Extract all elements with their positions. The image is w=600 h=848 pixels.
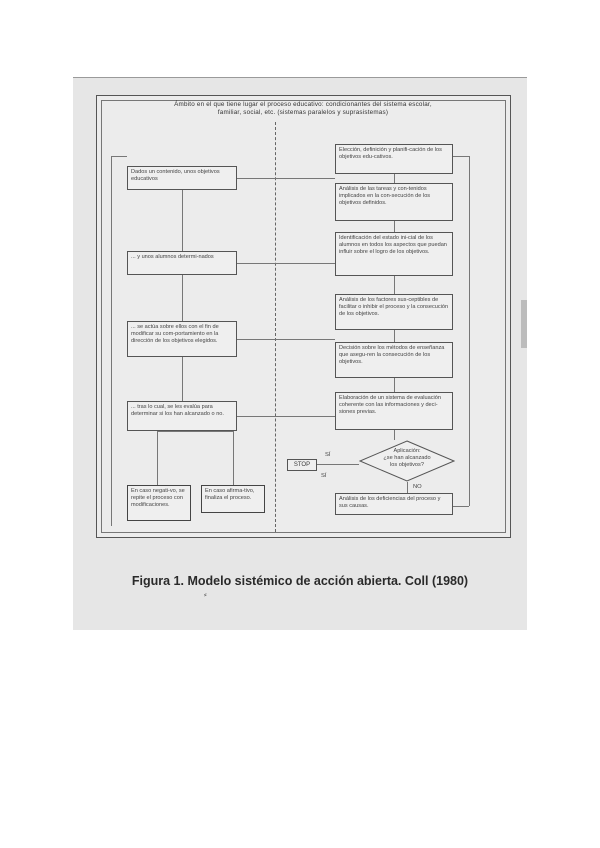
right-box-objectives: Elección, definición y planifi-cación de los objetivos edu-cativos. <box>335 144 453 174</box>
decision-line-1: Aplicación: <box>393 448 421 454</box>
right-box-methods: Decisión sobre los métodos de enseñanza que asegu-ren la consecución de los objetivos. <box>335 342 453 378</box>
right-spine-line-2 <box>394 221 395 232</box>
right-box-factors: Análisis de los factores sus-ceptibles de facilitar o inhibir el proceso y la consecución de los objetivos. <box>335 294 453 330</box>
left-edge-line <box>111 156 112 526</box>
connector-row-3 <box>237 339 335 340</box>
connector-row-1 <box>237 178 335 179</box>
decision-line-3: los objetivos? <box>390 461 424 468</box>
feedback-bottom <box>453 506 469 507</box>
left-spine-line-2 <box>182 275 183 321</box>
scanned-figure <box>73 77 527 630</box>
center-dashed-divider <box>275 122 276 532</box>
stop-box: STOP <box>287 459 317 471</box>
right-spine-line-7 <box>407 482 408 493</box>
left-spine-line <box>182 190 183 251</box>
connector-row-2 <box>237 263 335 264</box>
left-edge-top <box>111 156 127 157</box>
left-box-content: Dados un contenido, unos objetivos educativos <box>127 166 237 190</box>
left-box-negative: En caso negati-vo, se repite el proceso con modificaciones. <box>127 485 191 521</box>
right-spine-line-3 <box>394 276 395 294</box>
left-box-evaluation: ... tras lo cual, se les evalúa para determinar si los han alcanzado o no. <box>127 401 237 431</box>
right-box-initial-state: Identificación del estado ini-cial de los alumnos en todos los aspectos que puedan influir sobre el logro de los objetivos. <box>335 232 453 276</box>
figure-caption: Figura 1. Modelo sistémico de acción abierta. Coll (1980) <box>131 574 469 588</box>
left-box-action: ... se actúa sobre ellos con el fin de modificar su com-portamiento en la dirección de los objetivos elegidos. <box>127 321 237 357</box>
right-box-tasks: Análisis de las tareas y con-tenidos implicados en la con-secución de los objetivos definidos. <box>335 183 453 221</box>
header-line-1: Ámbito en el que tiene lugar el proceso educativo: condicionantes del sistema escolar, <box>174 101 432 108</box>
right-spine-line-6 <box>394 430 395 440</box>
scan-edge-tab <box>521 300 527 348</box>
scan-top-rule <box>73 77 527 78</box>
right-box-evaluation-system: Elaboración de un sistema de evaluación coherente con las informaciones y deci-siones previas. <box>335 392 453 430</box>
decision-text <box>359 448 455 468</box>
header-line-2: familiar, social, etc. (sistemas paralelos y suprasistemas) <box>217 109 389 117</box>
left-branch-line-affirmative <box>233 431 234 485</box>
yes-label-top: SÍ <box>325 452 331 458</box>
left-box-students: ... y unos alumnos determi-nados <box>127 251 237 275</box>
right-box-deficiencies: Análisis de los deficiencias del proceso y sus causas. <box>335 493 453 515</box>
right-spine-line-5 <box>394 378 395 392</box>
diagram-header <box>103 101 503 117</box>
feedback-top <box>453 156 469 157</box>
decision-line-2: ¿se han alcanzado <box>383 454 431 461</box>
yes-label-bottom: SÍ <box>321 473 327 479</box>
feedback-line-right <box>469 156 470 506</box>
connector-to-stop <box>315 464 359 465</box>
right-spine-line <box>394 174 395 183</box>
left-box-affirmative: En caso afirma-tivo, finaliza el proceso. <box>201 485 265 513</box>
left-spine-line-3 <box>182 357 183 401</box>
left-branch-line-negative <box>157 431 158 485</box>
no-label: NO <box>413 484 422 490</box>
diagram-frame <box>96 95 511 538</box>
connector-row-4 <box>237 416 335 417</box>
left-branch-horizontal <box>157 431 233 432</box>
right-spine-line-4 <box>394 330 395 342</box>
scan-mark: ⸗ <box>204 590 207 599</box>
